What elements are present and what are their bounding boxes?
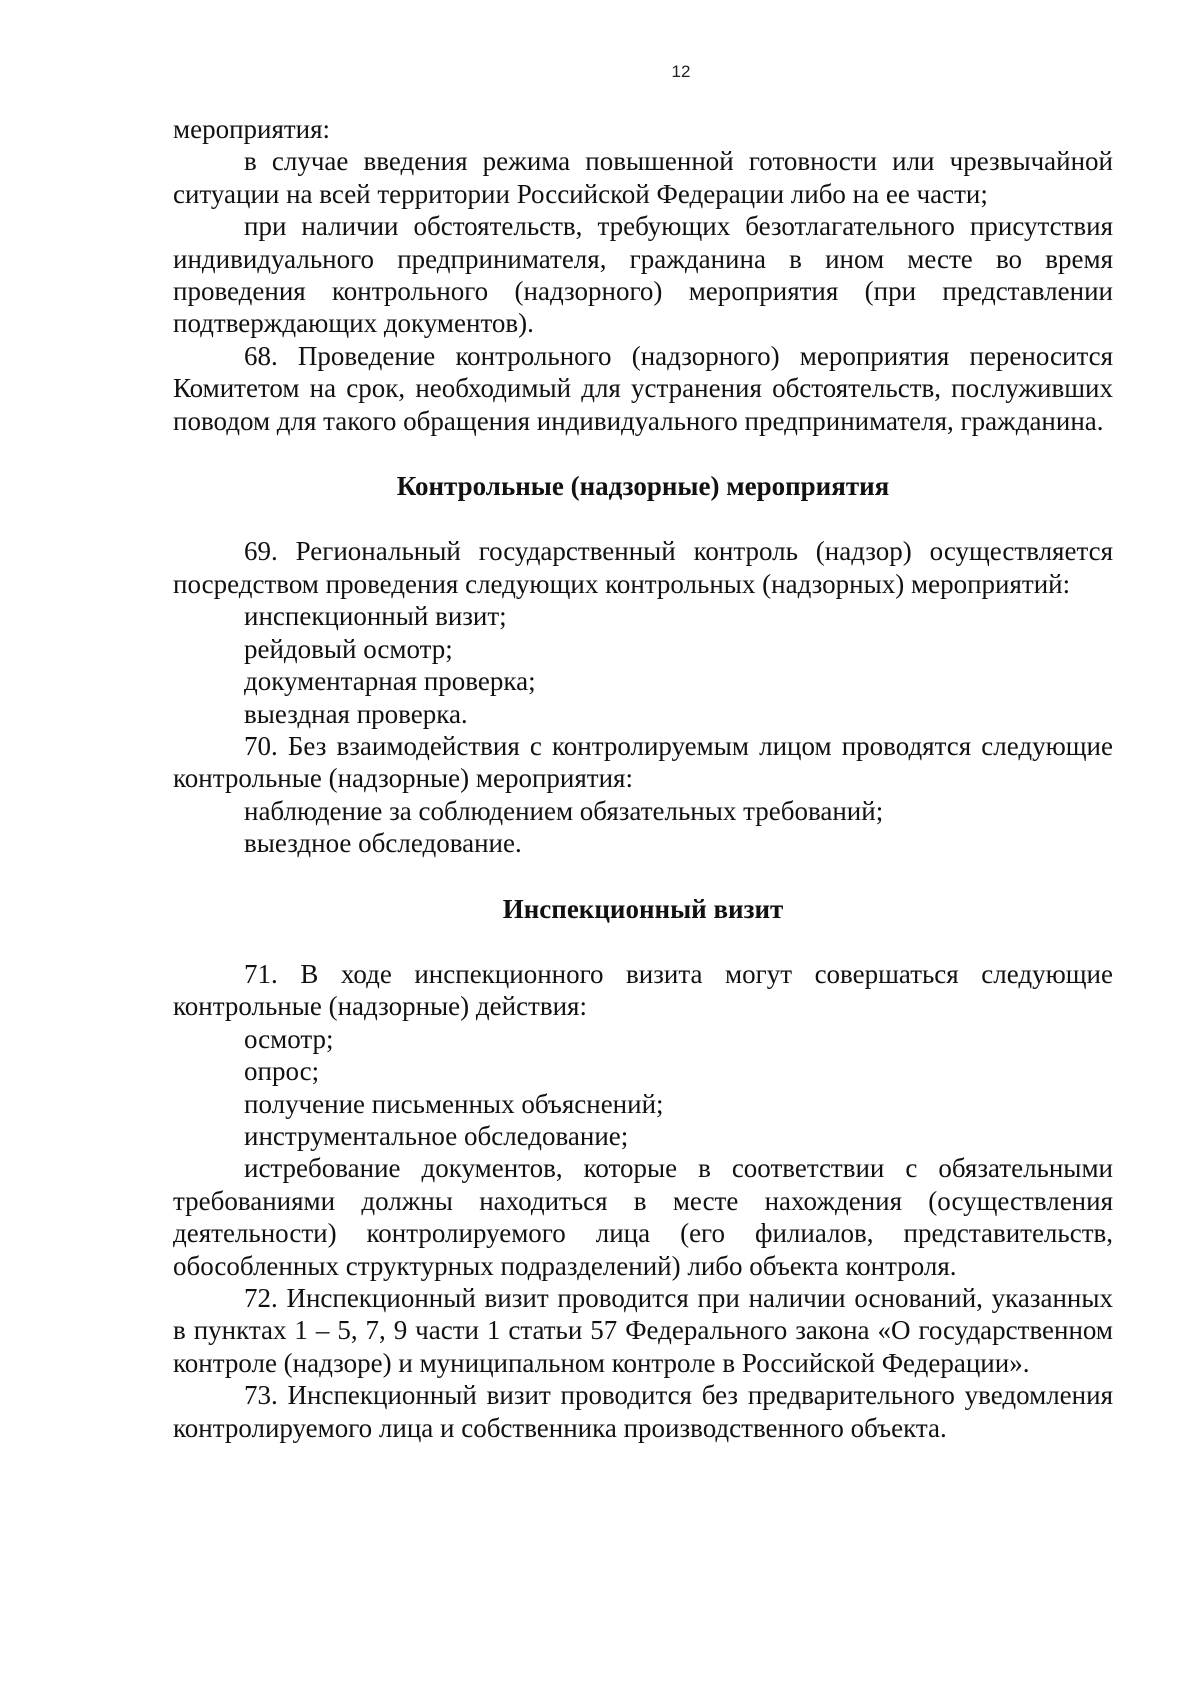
section-heading-control-measures: Контрольные (надзорные) мероприятия <box>396 471 890 502</box>
paragraph-71: 71. В ходе инспекционного визита могут совершаться следующие контрольные (надзорные) действия: <box>173 958 1113 1022</box>
paragraph-72: 72. Инспекционный визит проводится при наличии оснований, указанных в пунктах 1 – 5, 7, 9 части 1 статьи 57 Федерального закона «О государственном контроле (надзоре) и муниципальном контроле в Российской Федерации». <box>173 1283 1113 1378</box>
paragraph-continuation: мероприятия: <box>173 114 331 144</box>
paragraph-73: 73. Инспекционный визит проводится без предварительного уведомления контролируемого лица и собственника производственного объекта. <box>173 1380 1113 1443</box>
paragraph-70: 70. Без взаимодействия с контролируемым лицом проводятся следующие контрольные (надзорные) мероприятия: <box>173 730 1113 794</box>
list-item-documentary-check: документарная проверка; <box>244 666 536 697</box>
list-item-examination: осмотр; <box>244 1023 334 1054</box>
list-item-written-explanations: получение письменных объяснений; <box>244 1088 664 1119</box>
paragraph-urgent-presence: при наличии обстоятельств, требующих безотлагательного присутствия индивидуального предпринимателя, гражданина в ином месте во время проведения контрольного (надзорного) мероприятия (при представлении подтверждающих документов). <box>173 211 1113 339</box>
list-item-document-request: истребование документов, которые в соответствии с обязательными требованиями должны находиться в месте нахождения (осуществления деятельности) контролируемого лица (его филиалов, представительств, обособленных структурных подразделений) либо объекта контроля. <box>173 1153 1113 1281</box>
list-item-instrumental-survey: инструментальное обследование; <box>244 1120 629 1151</box>
list-item-observation: наблюдение за соблюдением обязательных требований; <box>244 795 884 826</box>
list-item-inspection-visit: инспекционный визит; <box>244 601 507 632</box>
section-heading-inspection-visit: Инспекционный визит <box>502 893 784 924</box>
list-item-interview: опрос; <box>244 1056 320 1087</box>
document-body <box>173 113 1113 1444</box>
page-number: 12 <box>671 62 691 81</box>
list-item-field-survey: выездное обследование. <box>244 828 522 859</box>
list-item-raid-inspection: рейдовый осмотр; <box>244 633 453 664</box>
paragraph-68: 68. Проведение контрольного (надзорного) мероприятия переносится Комитетом на срок, необходимый для устранения обстоятельств, послуживших поводом для такого обращения индивидуального предпринимателя, гражданина. <box>173 340 1113 436</box>
list-item-field-check: выездная проверка. <box>244 698 468 729</box>
paragraph-69: 69. Региональный государственный контроль (надзор) осуществляется посредством проведения следующих контрольных (надзорных) мероприятий: <box>173 536 1113 599</box>
paragraph-emergency-regime: в случае введения режима повышенной готовности или чрезвычайной ситуации на всей территории Российской Федерации либо на ее части; <box>173 146 1113 209</box>
